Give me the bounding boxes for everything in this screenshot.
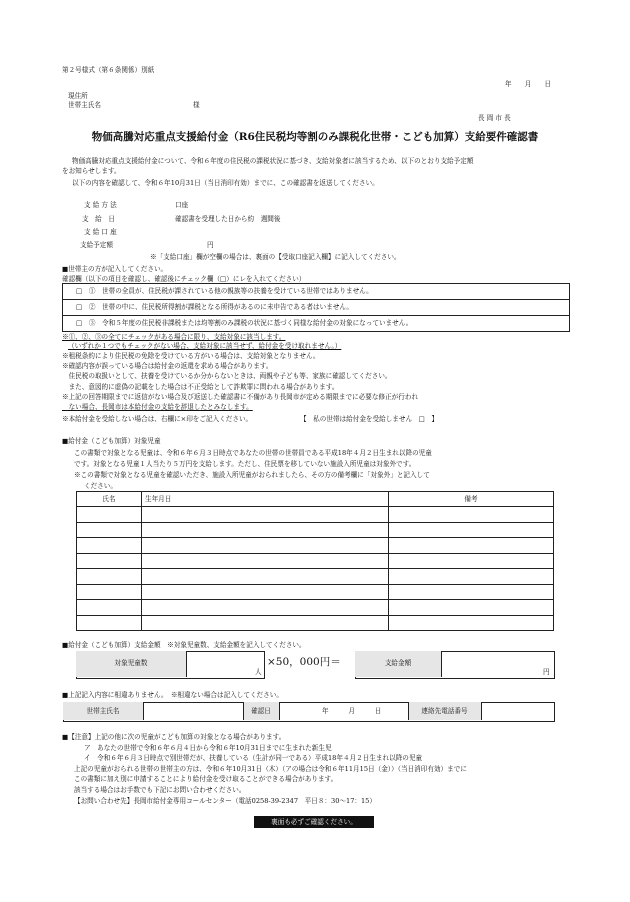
table-row	[77, 538, 554, 554]
child-remarks-cell[interactable]	[389, 615, 554, 631]
intro-line-1: 物価高騰対応重点支援給付金について、令和６年度の住民税の課税状況に基づき、支給対象者に該当するため、以下のとおり支給予定額	[72, 157, 474, 165]
date-label: 支 給 日	[82, 215, 115, 223]
signature-head: ■上記記入内容に相違ありません。 ※相違ない場合は記入してください。	[62, 691, 283, 699]
account-label: 支 給 口 座	[84, 228, 117, 236]
child-name-cell[interactable]	[77, 600, 142, 616]
table-header-row	[77, 492, 554, 507]
intro-line-2: をお知らせします。	[62, 167, 121, 175]
method-label: 支 給 方 法	[84, 201, 117, 209]
amount-head: ■給付金（こども加算）支給金額 ※対象児童数、支給金額を記入してください。	[62, 641, 306, 649]
method-value: 口座	[175, 201, 189, 209]
table-row	[77, 600, 554, 616]
note-3: ※租税条約により住民税の免除を受けている方がいる場合は、支給対象となりません。	[62, 352, 320, 360]
child-birthdate-cell[interactable]	[142, 522, 389, 538]
attention-line-6: 該当する場合はお手数でも下記にお問い合わせください。	[74, 786, 246, 794]
children-line-1: この書類で対象となる児童は、令和６年６月３日時点であなたの世帯の世帯員である平成18年４月２日生まれ以降の児童	[74, 449, 432, 457]
phone-label: 連絡先電話番号	[421, 707, 468, 715]
child-name-cell[interactable]	[77, 569, 142, 585]
note-6: また、意図的に虚偽の記載をした場合は不正受給として詐欺罪に問われる場合があります。	[62, 383, 339, 391]
table-row	[77, 569, 554, 585]
contact-info: 【お問い合わせ先】長岡市給付金専用コールセンター（電話0258-39-2347 平日８：30～17：15）	[74, 797, 376, 805]
multiplier: ×50，000円＝	[267, 656, 341, 668]
table-row	[77, 553, 554, 569]
col-name: 氏名	[77, 492, 142, 507]
address-label: 現住所	[68, 92, 88, 100]
table-row	[77, 507, 554, 523]
count-input[interactable]	[186, 651, 262, 677]
footer-banner: 裏面も必ずご確認ください。	[254, 816, 374, 828]
amount-input[interactable]	[441, 651, 553, 677]
sama-label: 様	[193, 101, 200, 109]
count-unit: 人	[255, 668, 262, 676]
check-item-3[interactable]: □ ③ 令和５年度の住民税非課税または均等割のみ課税の状況に基づく同様な給付金の対象になっていません。	[76, 319, 413, 327]
table-row	[77, 584, 554, 600]
page-title: 物価高騰対応重点支援給付金（R6住民税均等割のみ課税化世帯・こども加算）支給要件確認書	[91, 131, 539, 143]
note-4: ※確認内容が誤っている場合は給付金の返還を求める場合があります。	[62, 362, 273, 370]
child-remarks-cell[interactable]	[389, 569, 554, 585]
decline-text: ※本給付金を受給しない場合は、右欄に×印をご記入ください。	[62, 415, 253, 423]
child-remarks-cell[interactable]	[389, 507, 554, 523]
child-name-cell[interactable]	[77, 584, 142, 600]
child-remarks-cell[interactable]	[389, 553, 554, 569]
children-line-4: ください。	[84, 482, 117, 490]
note-5: 住民税の取扱いとして、扶養を受けているか分からないときは、両親や子ども等、家族に確認してください。	[62, 372, 392, 380]
col-remarks: 備考	[389, 492, 554, 507]
child-remarks-cell[interactable]	[389, 600, 554, 616]
amount-unit: 円	[207, 241, 214, 249]
mayor-label: 長 岡 市 長	[478, 114, 511, 122]
child-remarks-cell[interactable]	[389, 522, 554, 538]
child-name-cell[interactable]	[77, 553, 142, 569]
confirm-date-value[interactable]: 年 月 日	[322, 707, 382, 715]
confirm-head: ■世帯主の方が記入してください。	[62, 265, 168, 273]
amount-unit-yen: 円	[543, 668, 550, 676]
attention-line-4: 上記の児童がおられる世帯の世帯主の方は、令和６年10月31日（木）（アの場合は令和６年11月15日（金））（当日消印有効）までに	[74, 765, 467, 773]
child-name-cell[interactable]	[77, 522, 142, 538]
attention-i: イ 令和６年６月３日時点で別世帯だが、扶養している（生計が同一である）平成18年４月２日生まれ以降の児童	[84, 754, 423, 762]
check-item-2[interactable]: □ ② 世帯の中に、住民税所得割が課税となる所得があるのに未申告である者はいません。	[76, 303, 353, 311]
note-7: ※上記の回答期限までに返信がない場合及び返送した確認書に不備があり長岡市が定める期限までに必要な修正が行われ	[62, 393, 419, 401]
head-name-label: 世帯主氏名	[68, 101, 101, 109]
child-birthdate-cell[interactable]	[142, 569, 389, 585]
children-table	[76, 491, 554, 631]
name-label: 世帯主氏名	[86, 707, 120, 715]
phone-input[interactable]	[481, 702, 553, 720]
date-value: 確認書を受理した日から約 週間後	[175, 215, 281, 223]
account-note: ※「支給口座」欄が空欄の場合は、裏面の【受取口座記入欄】に記入してください。	[150, 253, 401, 261]
amount-label: 支給金額	[384, 659, 412, 667]
attention-line-5: この書類に加え別に申請することにより給付金を受け取ることができる場合があります。	[74, 775, 338, 783]
amount-label: 支給予定額	[80, 241, 113, 249]
check-item-1[interactable]: □ ① 世帯の全員が、住民税が課されている他の親族等の扶養を受けている世帯ではありません。	[76, 287, 373, 295]
confirm-date-label: 確認日	[251, 707, 271, 715]
intro-line-3: 以下の内容を確認して、令和６年10月31日（当日消印有効）までに、この確認書を返送してください。	[72, 179, 379, 187]
note-8: ない場合、長岡市は本給付金の支給を辞退したとみなします。	[62, 403, 253, 411]
children-line-2: です。対象となる児童１人当たり５万円を支給します。ただし、住民票を移していない施設入所児童は対象外です。	[74, 460, 416, 468]
table-row	[77, 522, 554, 538]
child-name-cell[interactable]	[77, 538, 142, 554]
confirm-caption: 確認欄（以下の項目を確認し、確認後にチェック欄（□）にレを入れてください）	[62, 275, 306, 283]
col-birthdate: 生年月日	[142, 492, 389, 507]
child-name-cell[interactable]	[77, 507, 142, 523]
attention-head: ■【注意】上記の他に次の児童がこども加算の対象となる場合があります。	[62, 733, 286, 741]
child-remarks-cell[interactable]	[389, 538, 554, 554]
date-line: 年 月 日	[505, 80, 552, 88]
name-input[interactable]	[143, 702, 243, 720]
child-birthdate-cell[interactable]	[142, 600, 389, 616]
child-name-cell[interactable]	[77, 615, 142, 631]
attention-a: ア あなたの世帯で令和６年６月４日から令和６年10月31日までに生まれた新生児	[84, 744, 332, 752]
divider	[62, 315, 569, 316]
child-remarks-cell[interactable]	[389, 584, 554, 600]
table-row	[77, 615, 554, 631]
note-2: （いずれか１つでもチェックがない場合、支給対象に該当せず、給付金を受け取れません。）	[68, 342, 342, 350]
child-birthdate-cell[interactable]	[142, 538, 389, 554]
divider	[62, 299, 569, 300]
child-birthdate-cell[interactable]	[142, 615, 389, 631]
child-birthdate-cell[interactable]	[142, 584, 389, 600]
form-number: 第２号様式（第６条関係）別紙	[62, 66, 155, 74]
child-birthdate-cell[interactable]	[142, 553, 389, 569]
decline-checkbox[interactable]: 【 私の世帯は給付金を受給しません □ 】	[300, 415, 439, 423]
count-label: 対象児童数	[114, 659, 148, 667]
note-1: ※①、②、③の全てにチェックがある場合に限り、支給対象に該当します。	[62, 333, 286, 341]
children-line-3: ※この書類で対象となる児童を確認いただき、施設入所児童がおられましたら、その方の備考欄に「対象外」と記入して	[74, 471, 430, 479]
child-birthdate-cell[interactable]	[142, 507, 389, 523]
children-head: ■給付金（こども加算）対象児童	[62, 437, 161, 445]
